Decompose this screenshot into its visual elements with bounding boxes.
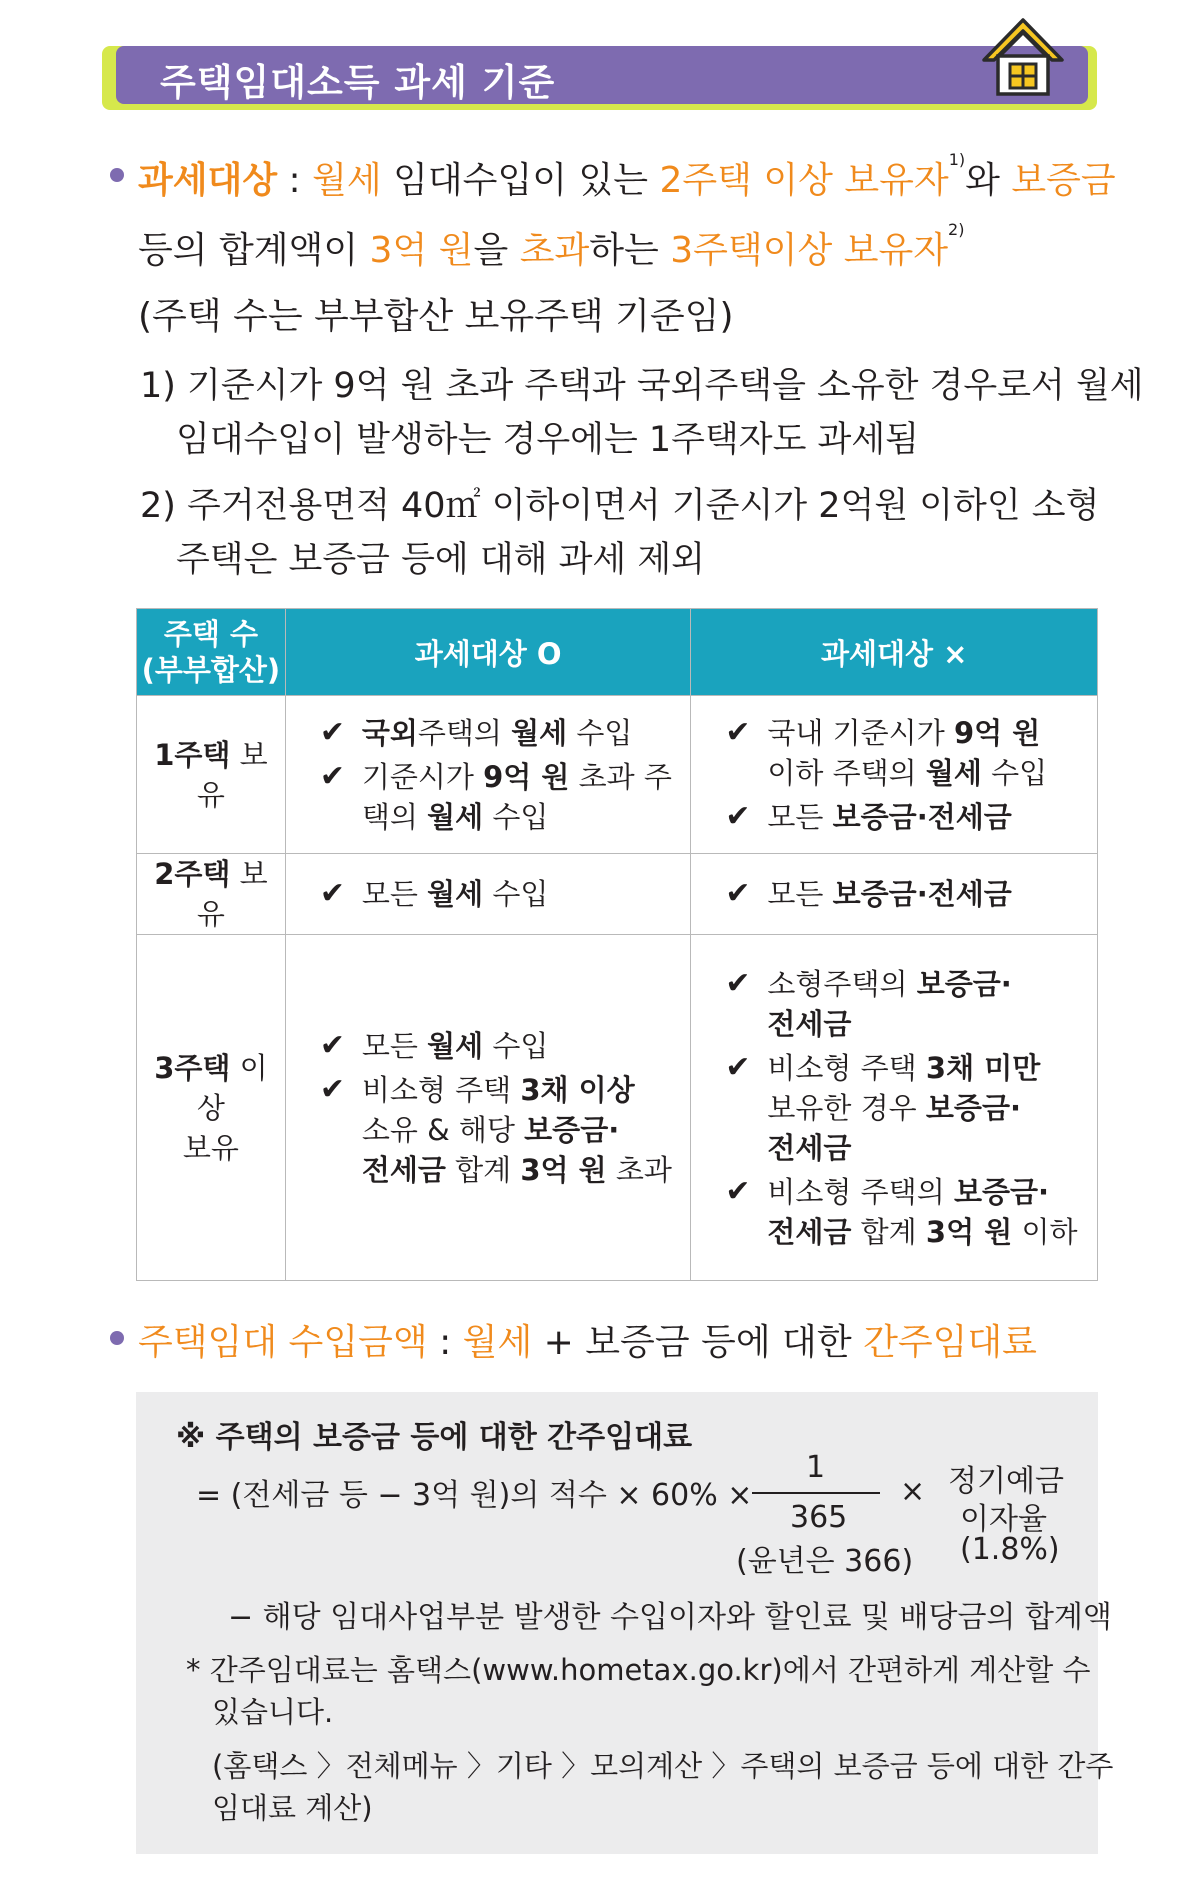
list-item: [320, 1026, 681, 1066]
row-label: [137, 935, 286, 1281]
text: 합계: [851, 1214, 926, 1249]
table-row: [137, 935, 1098, 1281]
text: 소형주택의: [767, 966, 917, 1001]
text-bold: 월세: [427, 877, 484, 911]
text-bold: 보증금·전세금: [832, 799, 1012, 834]
text: 보유한 경우: [767, 1090, 926, 1125]
formula-note-4: 임대료 계산): [212, 1791, 373, 1825]
formula-equation: = (전세금 등 − 3억 원)의 적수 × 60% ×: [196, 1478, 753, 1513]
income-label: 주택임대 수입금액: [138, 1322, 428, 1363]
formula-note-2: 있습니다.: [212, 1695, 334, 1729]
page-title: 주택임대소득 과세 기준: [160, 61, 556, 104]
text-bold: 3채 이상: [520, 1072, 635, 1107]
text: 모든: [361, 1028, 428, 1063]
text-bold: 보증금·: [925, 1090, 1021, 1125]
formula-times: ×: [900, 1474, 926, 1509]
text: + 보증금 등에 대한: [532, 1322, 864, 1363]
text-3house-owner: 3주택이상 보유자: [670, 230, 949, 271]
text-bold: 9억 원: [953, 715, 1041, 750]
text: 수입: [483, 877, 549, 911]
check-icon: ✔: [319, 1027, 345, 1063]
text-deposit: 보증금: [1011, 160, 1116, 201]
check-icon: ✔: [319, 758, 345, 794]
header-house-count: [137, 609, 286, 696]
text-wolse: 월세: [312, 160, 382, 201]
text: 수입: [483, 1028, 549, 1063]
bullet-taxable: [110, 168, 124, 182]
row-label-rest: 이상: [196, 1050, 268, 1125]
list-item: [320, 757, 681, 837]
text: 이하: [1012, 1214, 1078, 1249]
text: 모든: [361, 877, 428, 911]
text: 모든: [767, 799, 833, 834]
text-bold: 전세금: [767, 1214, 852, 1249]
formula-note-3: (홈택스 〉전체메뉴 〉기타 〉모의계산 〉주택의 보증금 등에 대한 간주: [212, 1749, 1114, 1783]
check-icon: ✔: [725, 1049, 751, 1085]
text-bold: 월세: [427, 799, 484, 834]
text: 와: [965, 160, 1012, 201]
text-300m: 3억 원: [369, 230, 474, 271]
header-text: (부부합산): [141, 653, 281, 687]
house-icon: [980, 14, 1066, 100]
taxable-label: 과세대상: [138, 160, 278, 201]
text-deemed-rent: 간주임대료: [863, 1322, 1037, 1363]
list-item: [320, 1070, 681, 1190]
list-item: [725, 797, 1087, 837]
footnote-2-line-2: 주택은 보증금 등에 대해 과세 제외: [176, 540, 705, 580]
list-item: [725, 874, 1087, 914]
colon: :: [427, 1322, 463, 1363]
text-bold: 보증금·: [953, 1174, 1049, 1209]
tax-table: [136, 608, 1098, 1281]
text: 수입: [567, 715, 633, 750]
fraction-line: [752, 1492, 880, 1494]
header-taxable: 과세대상 O: [285, 609, 691, 696]
check-icon: ✔: [725, 1173, 751, 1209]
text: 국내 기준시가: [767, 715, 954, 750]
footnote-ref-1: 1): [948, 150, 966, 169]
text: 초과: [606, 1152, 672, 1187]
formula-minus: − 해당 임대사업부분 발생한 수입이자와 할인료 및 배당금의 합계액: [228, 1600, 1112, 1635]
footnote-ref-2: 2): [948, 220, 965, 239]
text-bold: 보증금·: [916, 966, 1012, 1001]
text: 소유 & 해당: [361, 1112, 525, 1147]
text: 이하 주택의: [767, 755, 926, 790]
table-row: [137, 696, 1098, 854]
footnote-1-line-1: 1) 기준시가 9억 원 초과 주택과 국외주택을 소유한 경우로서 월세: [140, 366, 1144, 406]
footnote-1-line-2: 임대수입이 발생하는 경우에는 1주택자도 과세됨: [176, 420, 919, 460]
text-bold: 국외: [361, 715, 418, 750]
table-header-row: [137, 609, 1098, 696]
text-bold: 보증금·: [524, 1112, 620, 1147]
formula-numerator: 1: [806, 1450, 826, 1485]
list-item: [725, 964, 1087, 1044]
check-icon: ✔: [319, 1071, 345, 1107]
check-icon: ✔: [725, 965, 751, 1001]
row-label-bold: 2주택: [154, 857, 231, 891]
row-label: [137, 696, 286, 854]
formula-rate-3: (1.8%): [960, 1532, 1060, 1567]
formula-rate-2: 이자율: [960, 1502, 1047, 1537]
formula-rate-1: 정기예금: [948, 1464, 1064, 1499]
text-bold: 3채 미만: [925, 1050, 1041, 1085]
text-bold: 월세: [925, 755, 982, 790]
formula-denominator-note: (윤년은 366): [736, 1544, 914, 1579]
text: 비소형 주택의: [767, 1174, 954, 1209]
check-icon: ✔: [725, 714, 751, 750]
text-bold: 월세: [427, 1028, 484, 1063]
text: 하는: [589, 230, 671, 271]
text-2house-owner: 2주택 이상 보유자: [659, 160, 949, 201]
row-label-bold: 1주택: [154, 737, 231, 772]
taxable-cell: [285, 696, 691, 854]
check-icon: ✔: [725, 798, 751, 834]
formula-note-1: * 간주임대료는 홈택스(www.hometax.go.kr)에서 간편하게 계산할 수: [186, 1653, 1091, 1687]
not-taxable-cell: [691, 696, 1098, 854]
list-item: [725, 713, 1087, 793]
list-item: [725, 1048, 1087, 1168]
text: 수입: [981, 755, 1048, 790]
income-line: [138, 1314, 1037, 1365]
header-text: 주택 수: [163, 617, 258, 651]
header-not-taxable: 과세대상 ×: [691, 609, 1098, 696]
colon: :: [277, 160, 313, 201]
text: 택의: [361, 799, 428, 834]
text: 수입: [483, 799, 549, 834]
text: 비소형 주택: [361, 1072, 521, 1107]
text-bold: 전세금: [767, 1006, 852, 1041]
text: 초과 주: [569, 759, 672, 794]
text: 기준시가: [361, 759, 484, 794]
row-label-bold: 3주택: [154, 1050, 231, 1085]
check-icon: ✔: [725, 876, 751, 911]
text: 임대수입이 있는: [381, 160, 660, 201]
text-bold: 월세: [511, 715, 568, 750]
formula-title: ※ 주택의 보증금 등에 대한 간주임대료: [176, 1420, 693, 1455]
text: 을: [473, 230, 520, 271]
text: 모든: [767, 877, 833, 911]
row-label-rest: 보유: [196, 857, 268, 931]
text: 주택의: [417, 715, 512, 750]
text-bold: 3억 원: [925, 1214, 1013, 1249]
formula-denominator: 365: [790, 1500, 848, 1535]
row-label-rest: 보유: [196, 737, 268, 812]
table-row: [137, 854, 1098, 935]
row-label-rest: 보유: [182, 1130, 239, 1165]
check-icon: ✔: [319, 876, 345, 911]
text: 등의 합계액이: [138, 230, 370, 271]
text: 비소형 주택: [767, 1050, 926, 1085]
bullet-income: [110, 1331, 124, 1345]
list-item: [320, 713, 681, 753]
text-bold: 9억 원: [483, 759, 570, 794]
text-bold: 3억 원: [520, 1152, 607, 1187]
text-bold: 전세금: [361, 1152, 446, 1187]
not-taxable-cell: [691, 854, 1098, 935]
text: 합계: [445, 1152, 521, 1187]
taxable-cell: [285, 854, 691, 935]
text-exceed: 초과: [519, 230, 590, 271]
taxable-line-1: [138, 152, 1116, 203]
text-wolse: 월세: [462, 1322, 533, 1363]
list-item: [725, 1172, 1087, 1252]
row-label: [137, 854, 286, 935]
footnote-2-line-1: 2) 주거전용면적 40㎡ 이하이면서 기준시가 2억원 이하인 소형: [140, 486, 1100, 526]
not-taxable-cell: [691, 935, 1098, 1281]
text-bold: 보증금·전세금: [832, 877, 1012, 911]
taxable-line-3: (주택 수는 부부합산 보유주택 기준임): [138, 296, 734, 337]
check-icon: ✔: [319, 714, 345, 750]
list-item: [320, 874, 681, 914]
taxable-cell: [285, 935, 691, 1281]
taxable-line-2: [138, 222, 964, 273]
text-bold: 전세금: [767, 1130, 852, 1165]
